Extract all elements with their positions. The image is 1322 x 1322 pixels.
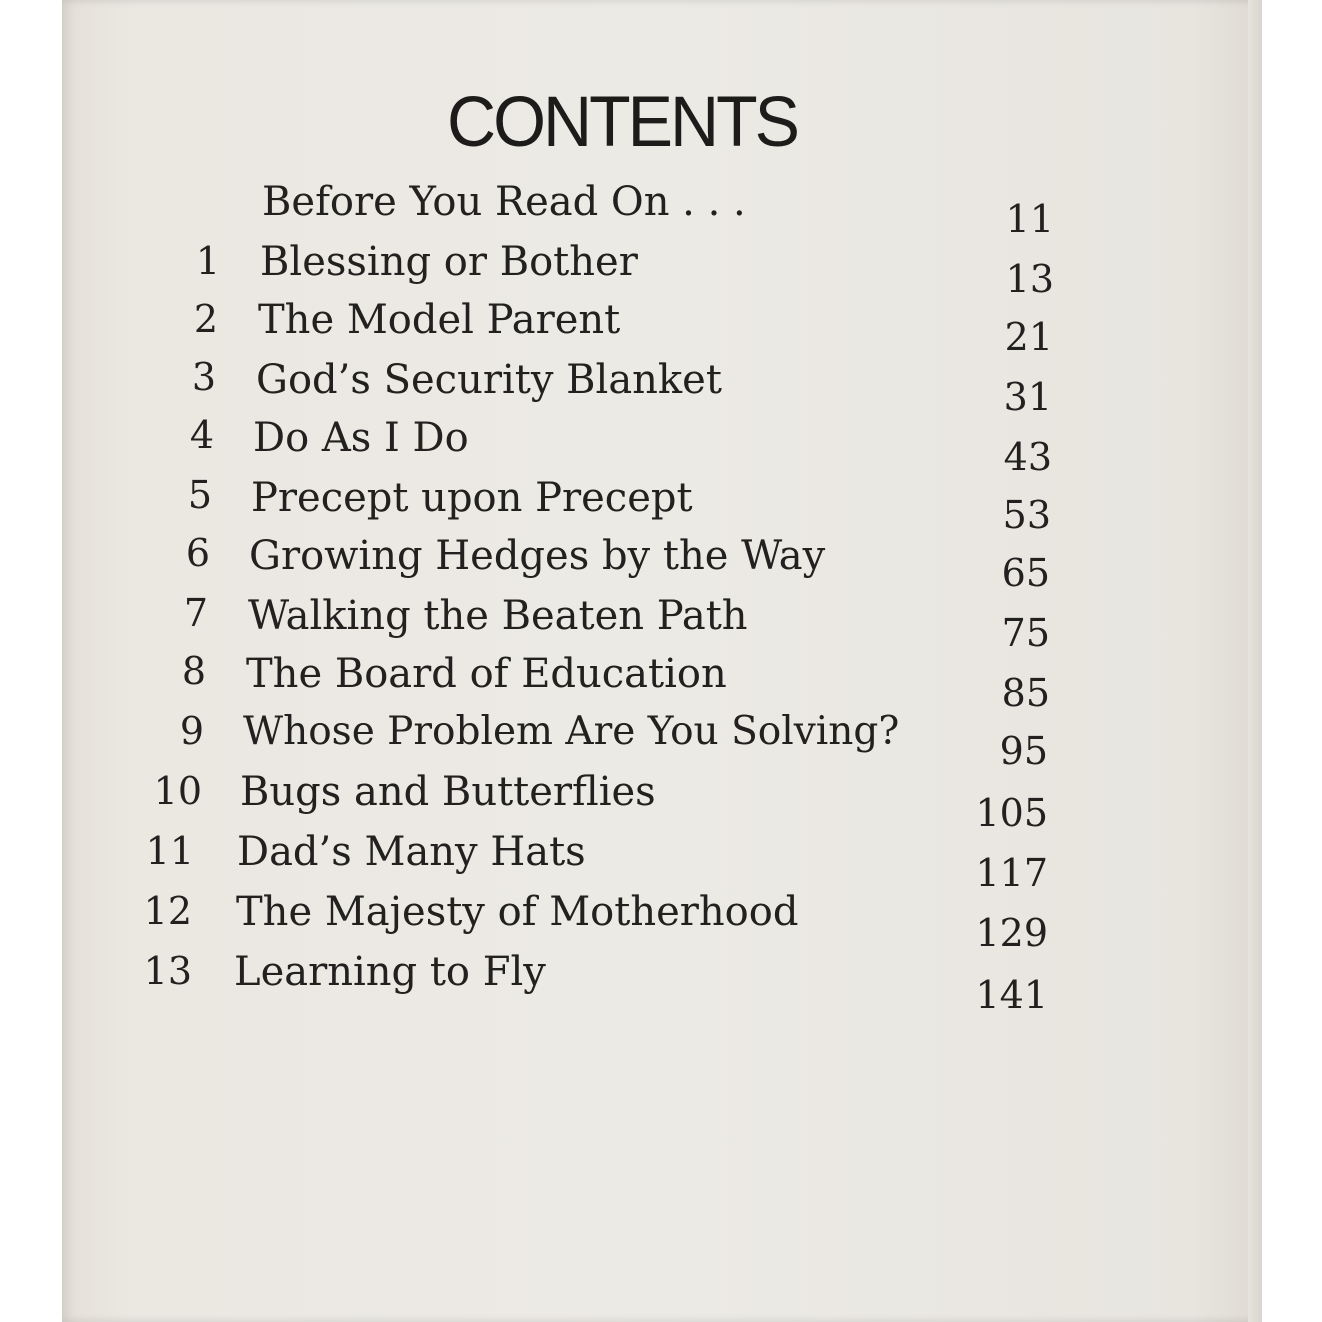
chapter-number: 12 bbox=[143, 889, 192, 933]
toc-entry-chapter-5 bbox=[0, 473, 1322, 537]
chapter-title: Bugs and Butterflies bbox=[240, 769, 656, 815]
chapter-number: 8 bbox=[181, 649, 206, 693]
chapter-number: 5 bbox=[187, 473, 212, 517]
chapter-number: 9 bbox=[179, 709, 204, 753]
chapter-number: 2 bbox=[193, 297, 218, 341]
chapter-title: Whose Problem Are You Solving? bbox=[243, 709, 900, 754]
chapter-title: God’s Security Blanket bbox=[256, 357, 722, 403]
toc-entry-chapter-1 bbox=[0, 240, 1322, 300]
toc-entry-chapter-13 bbox=[0, 949, 1322, 1017]
chapter-title: Growing Hedges by the Way bbox=[249, 533, 826, 579]
toc-entry-chapter-12 bbox=[0, 889, 1322, 955]
toc-entry-chapter-10 bbox=[0, 769, 1322, 835]
toc-entry-preface bbox=[0, 180, 1322, 240]
toc-entry-chapter-7 bbox=[0, 591, 1322, 655]
chapter-number: 4 bbox=[189, 413, 214, 457]
chapter-number: 6 bbox=[185, 531, 210, 575]
page-number: 129 bbox=[975, 911, 1048, 955]
chapter-title: Dad’s Many Hats bbox=[237, 829, 586, 875]
page-number: 75 bbox=[1001, 611, 1050, 655]
toc-entry-chapter-11 bbox=[0, 829, 1322, 895]
chapter-number: 10 bbox=[153, 769, 202, 813]
chapter-title: Before You Read On . . . bbox=[262, 179, 746, 225]
chapter-title: The Board of Education bbox=[246, 651, 727, 697]
page-number: 95 bbox=[999, 729, 1048, 773]
page-number: 11 bbox=[1005, 197, 1054, 241]
page-number: 13 bbox=[1005, 257, 1054, 301]
chapter-number: 11 bbox=[145, 829, 194, 873]
chapter-title: Blessing or Bother bbox=[260, 239, 638, 285]
page-number: 21 bbox=[1004, 315, 1053, 359]
chapter-title: The Majesty of Motherhood bbox=[236, 889, 799, 935]
page-number: 85 bbox=[1001, 671, 1050, 715]
page-number: 31 bbox=[1003, 375, 1052, 419]
chapter-title: The Model Parent bbox=[258, 297, 621, 343]
toc-entry-chapter-9 bbox=[0, 709, 1322, 773]
chapter-number: 13 bbox=[143, 949, 192, 993]
chapter-title: Do As I Do bbox=[253, 415, 469, 461]
page-number: 43 bbox=[1003, 435, 1052, 479]
chapter-title: Precept upon Precept bbox=[251, 475, 693, 521]
toc-entry-chapter-2 bbox=[0, 298, 1322, 358]
chapter-number: 7 bbox=[183, 591, 208, 635]
toc-entry-chapter-6 bbox=[0, 531, 1322, 595]
chapter-title: Walking the Beaten Path bbox=[248, 593, 748, 639]
page-number: 65 bbox=[1001, 551, 1050, 595]
chapter-number: 1 bbox=[195, 239, 220, 283]
chapter-number: 3 bbox=[191, 355, 216, 399]
toc-entry-chapter-4 bbox=[0, 413, 1322, 479]
page-number: 105 bbox=[975, 791, 1048, 835]
page-number: 117 bbox=[975, 851, 1048, 895]
page-number: 141 bbox=[975, 973, 1048, 1017]
toc-entry-chapter-8 bbox=[0, 649, 1322, 715]
contents-heading: CONTENTS bbox=[447, 82, 797, 162]
chapter-title: Learning to Fly bbox=[234, 949, 546, 995]
page-number: 53 bbox=[1002, 493, 1051, 537]
toc-entry-chapter-3 bbox=[0, 355, 1322, 419]
